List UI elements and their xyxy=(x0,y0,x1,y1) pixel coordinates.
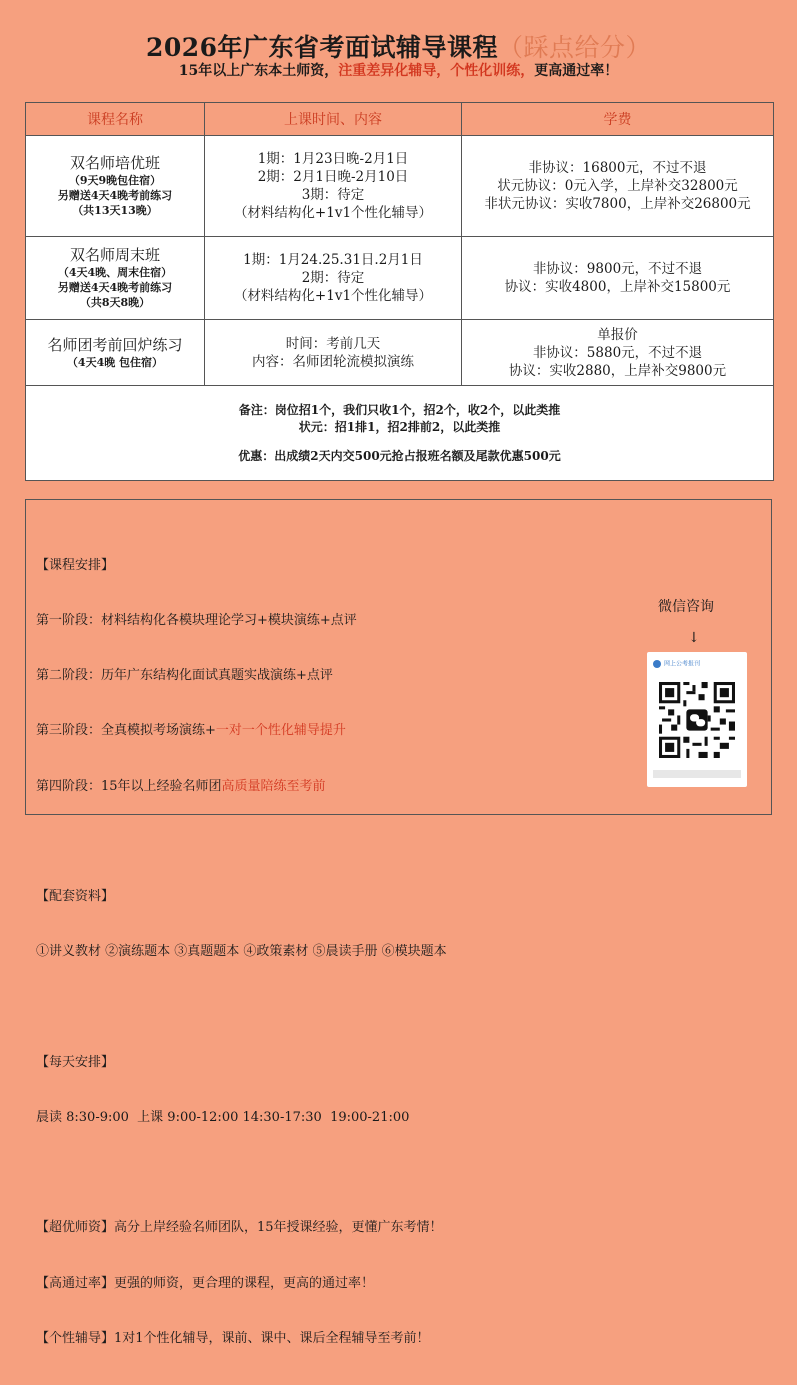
table-row xyxy=(26,237,774,320)
fee-cell xyxy=(462,320,774,386)
stage-2: 第二阶段：历年广东结构化面试真题实战演练+点评 xyxy=(36,668,333,684)
qr-code-icon xyxy=(659,682,735,758)
daily-schedule: 晨读 8:30-9:00 上课 9:00-12:00 14:30-17:30 19:00-21:00 xyxy=(36,1109,410,1125)
course-name-cell xyxy=(26,320,205,386)
course-note: （共13天13晚） xyxy=(72,204,158,217)
fee-line: 非协议：9800元，不过不退 xyxy=(532,261,703,277)
course-name: 双名师周末班 xyxy=(69,246,160,264)
subtitle-part-a: 15年以上广东本土师资， xyxy=(178,63,339,79)
schedule-line: 2期：待定 xyxy=(301,270,365,286)
stage-3-highlight: 一对一个性化辅导提升 xyxy=(215,723,346,739)
schedule-line: （材料结构化+1v1个性化辅导） xyxy=(233,288,433,304)
course-note: （4天4晚 包住宿） xyxy=(66,355,164,369)
page-subtitle xyxy=(0,60,797,80)
course-name: 名师团考前回炉练习 xyxy=(47,335,183,354)
fee-line: 非协议：5880元，不过不退 xyxy=(532,344,703,361)
stage-1: 第一阶段：材料结构化各模块理论学习+模块演练+点评 xyxy=(36,613,357,629)
arrange-title: 【课程安排】 xyxy=(36,557,115,573)
course-name-cell xyxy=(26,136,205,237)
stage-4-text: 第四阶段：15年以上经验名师团 xyxy=(36,778,222,794)
schedule-line: 内容：名师团轮流模拟演练 xyxy=(252,353,414,370)
title-accent: （踩点给分） xyxy=(498,33,652,62)
fee-line: 非状元协议：实收7800，上岸补交26800元 xyxy=(484,196,751,212)
qr-card-footer xyxy=(653,770,741,778)
course-table xyxy=(25,102,774,481)
table-header-row xyxy=(26,103,774,136)
course-note: （9天9晚包住宿） xyxy=(68,174,162,187)
schedule-line: 2期：2月1日晚-2月10日 xyxy=(257,169,409,185)
notes-cell xyxy=(26,386,774,481)
notes-row xyxy=(26,386,774,481)
course-note: 另赠送4天4晚考前练习 xyxy=(57,189,173,202)
schedule-line: 时间：考前几天 xyxy=(285,335,381,352)
subtitle-part-c: 更高通过率！ xyxy=(534,63,619,79)
note-line: 备注：岗位招1个，我们只收1个，招2个，收2个，以此类推 xyxy=(238,402,561,417)
qr-card-title: 网上公考报刊 xyxy=(664,660,701,668)
fee-line: 协议：实收4800，上岸补交15800元 xyxy=(504,279,731,295)
stage-4-highlight: 高质量陪练至考前 xyxy=(221,778,326,794)
table-row xyxy=(26,320,774,386)
subtitle-part-b: 注重差异化辅导，个性化训练， xyxy=(338,63,535,79)
schedule-cell xyxy=(205,320,462,386)
fee-line: 单报价 xyxy=(597,326,638,343)
fee-cell xyxy=(462,237,774,320)
fee-line: 状元协议：0元入学，上岸补交32800元 xyxy=(497,178,738,194)
materials-list: ①讲义教材 ②演练题本 ③真题题本 ④政策素材 ⑤晨读手册 ⑥模块题本 xyxy=(36,944,447,960)
schedule-line: （材料结构化+1v1个性化辅导） xyxy=(233,205,433,221)
schedule-cell xyxy=(205,237,462,320)
personal-line: 【个性辅导】1对1个性化辅导，课前、课中、课后全程辅导至考前！ xyxy=(36,1330,430,1346)
title-main: 2026年广东省考面试辅导课程 xyxy=(145,33,499,62)
course-note: （共8天8晚） xyxy=(79,296,151,309)
fee-cell xyxy=(462,136,774,237)
down-arrow-icon: ↓ xyxy=(688,630,700,646)
schedule-line: 3期：待定 xyxy=(301,187,365,203)
course-note: （4天4晚、周末住宿） xyxy=(57,266,173,279)
wechat-qr-card[interactable] xyxy=(647,652,747,787)
header-schedule: 上课时间、内容 xyxy=(205,103,462,136)
rate-line: 【高通过率】更强的师资，更合理的课程，更高的通过率！ xyxy=(36,1275,375,1291)
info-text xyxy=(36,520,447,1385)
teachers-line: 【超优师资】高分上岸经验名师团队，15年授课经验，更懂广东考情！ xyxy=(36,1220,443,1236)
daily-title: 【每天安排】 xyxy=(36,1054,115,1070)
stage-3-text: 第三阶段：全真模拟考场演练+ xyxy=(36,723,216,739)
fee-line: 协议：实收2880，上岸补交9800元 xyxy=(508,362,727,379)
materials-title: 【配套资料】 xyxy=(36,889,115,905)
account-logo-icon xyxy=(653,660,661,668)
fee-line: 非协议：16800元，不过不退 xyxy=(528,160,707,176)
course-name: 双名师培优班 xyxy=(69,154,160,172)
schedule-cell xyxy=(205,136,462,237)
header-course-name: 课程名称 xyxy=(26,103,205,136)
promo-line: 优惠：出成绩2天内交500元抢占报班名额及尾款优惠500元 xyxy=(238,448,561,463)
note-line: 状元：招1排1，招2排前2，以此类推 xyxy=(298,419,501,434)
course-note: 另赠送4天4晚考前练习 xyxy=(57,281,173,294)
schedule-line: 1期：1月24.25.31日.2月1日 xyxy=(243,252,423,268)
page-title xyxy=(0,28,797,64)
stage-4 xyxy=(36,778,447,796)
qr-card-header xyxy=(653,660,741,674)
schedule-line: 1期：1月23日晚-2月1日 xyxy=(257,151,409,167)
stage-3 xyxy=(36,722,447,740)
header-fee: 学费 xyxy=(462,103,774,136)
wechat-consult-label: 微信咨询 xyxy=(658,599,714,615)
course-name-cell xyxy=(26,237,205,320)
table-row xyxy=(26,136,774,237)
